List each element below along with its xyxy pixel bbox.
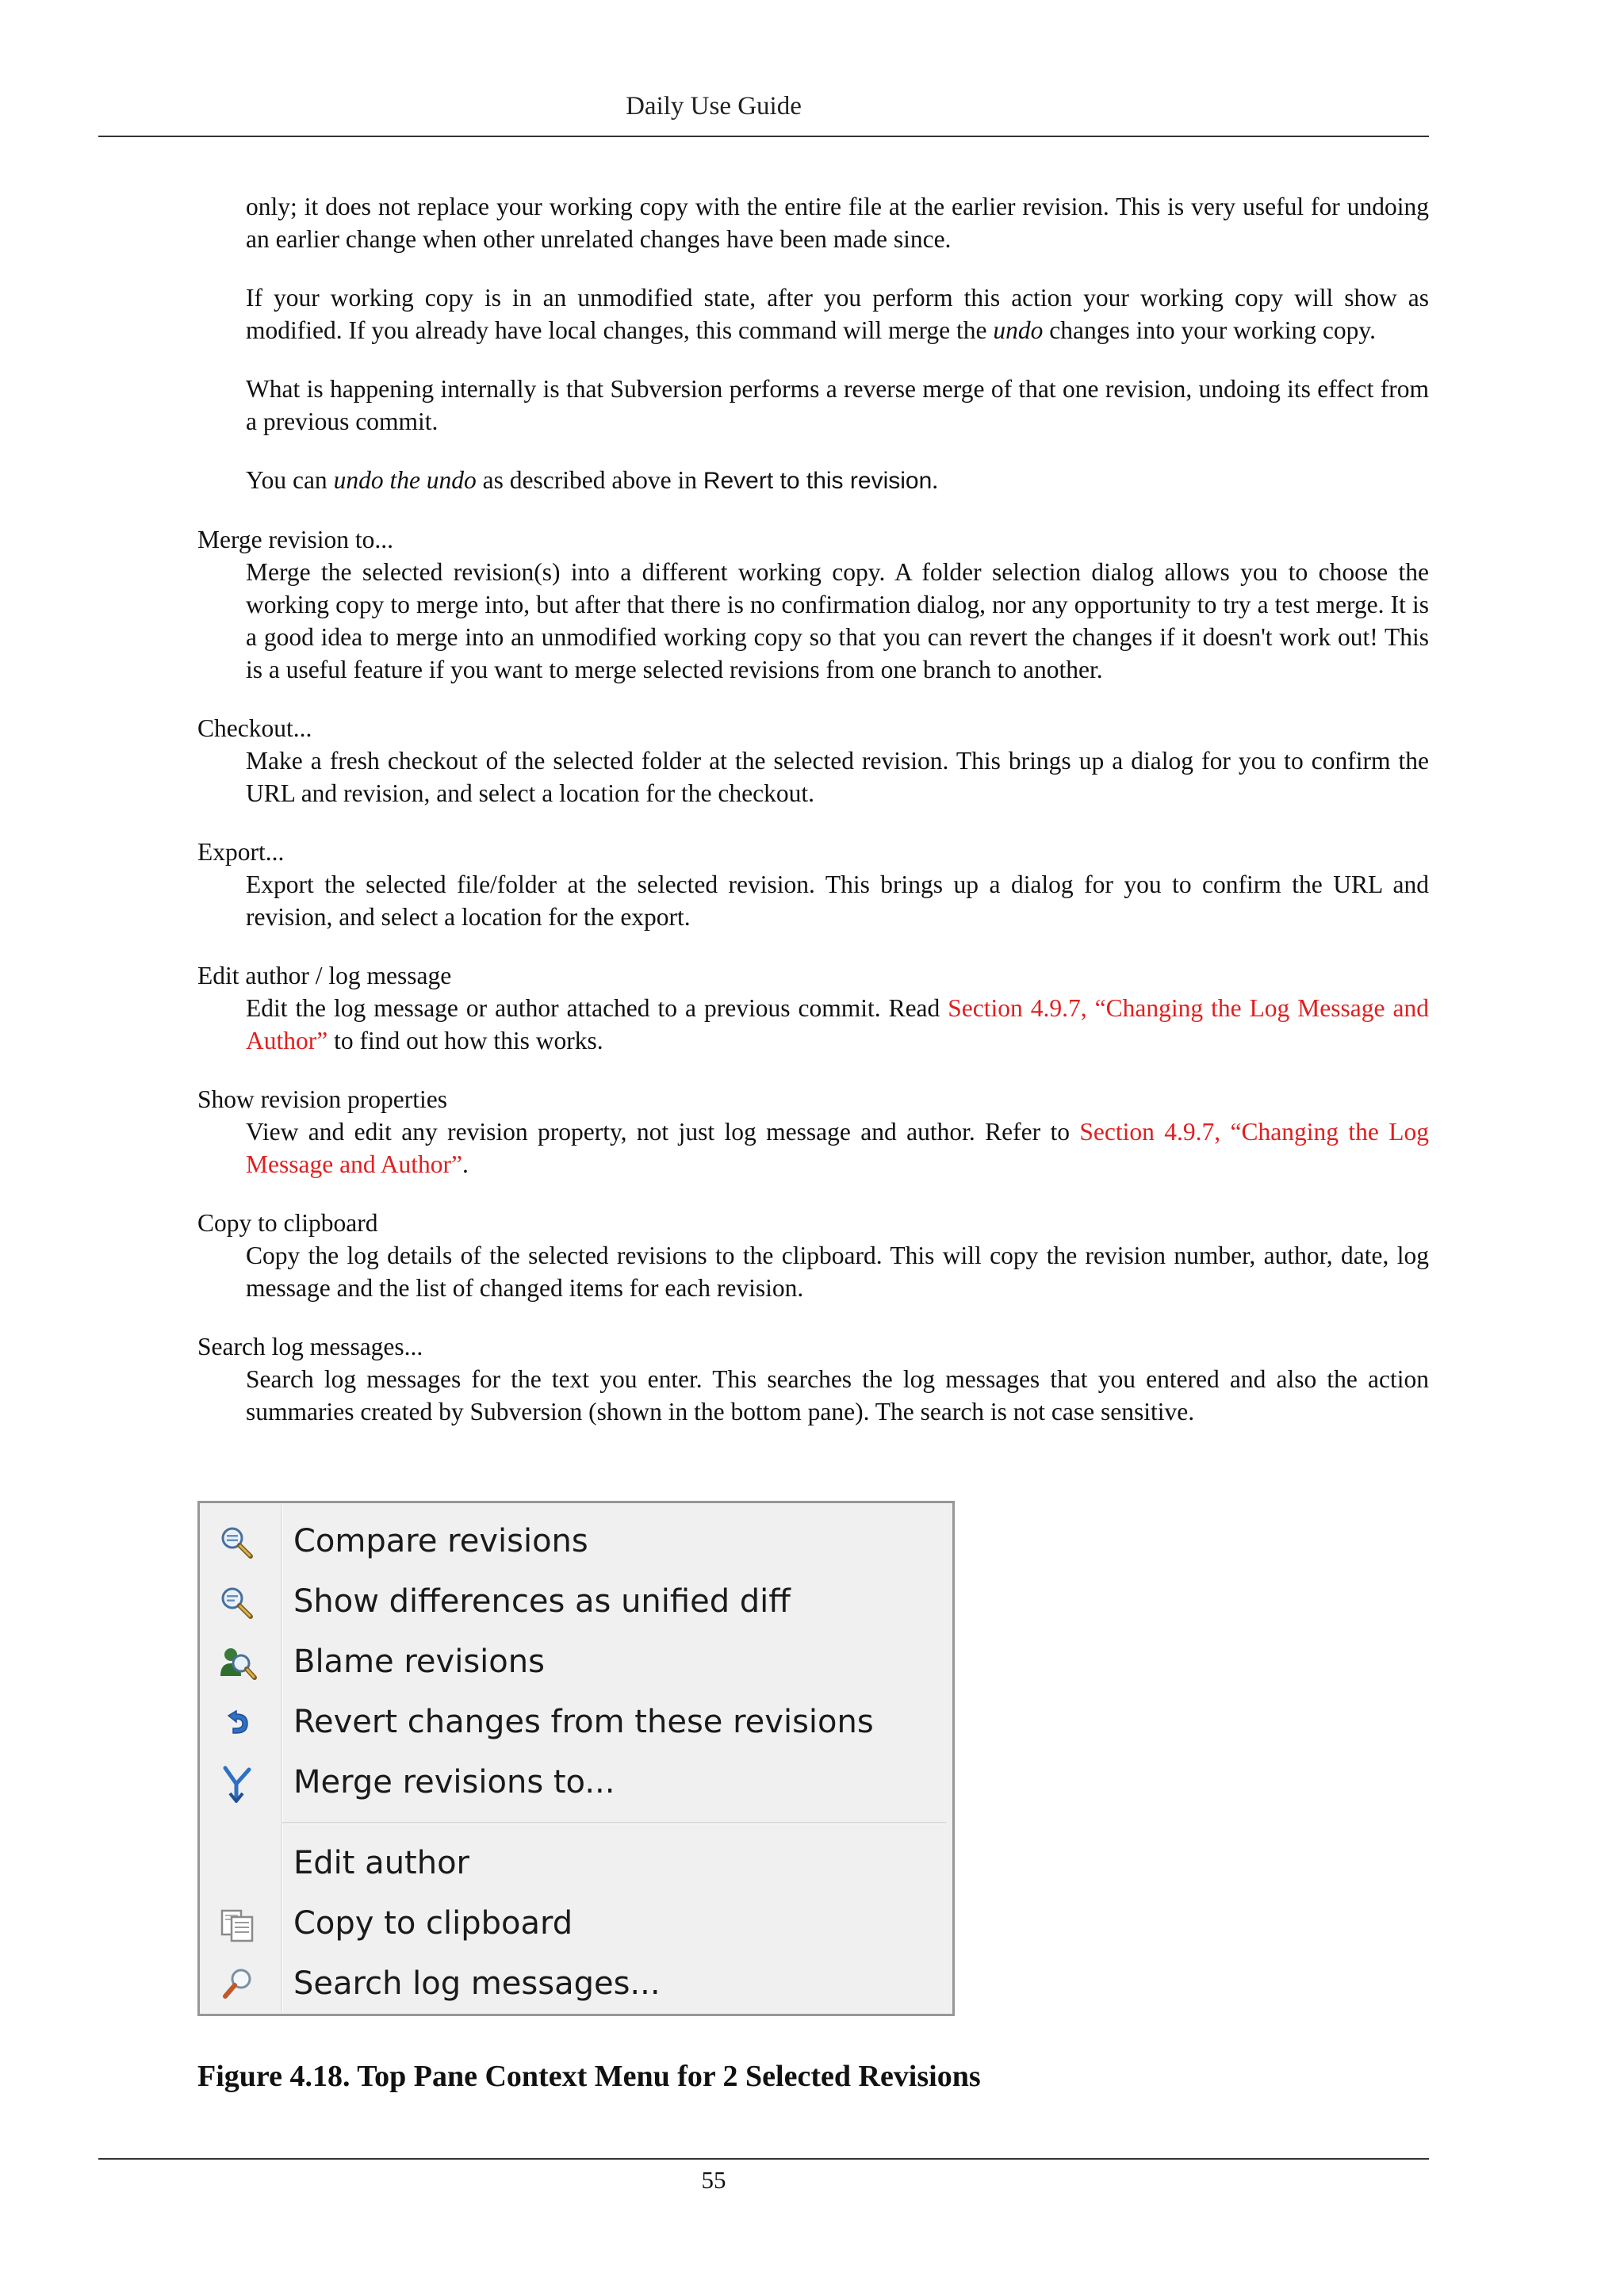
- clipboard-icon: [217, 1906, 259, 1944]
- menu-separator: [282, 1822, 946, 1824]
- menu-item-revert-changes[interactable]: [200, 1693, 952, 1754]
- menu-item-compare-revisions[interactable]: [200, 1513, 952, 1573]
- menu-label-search-log: Search log messages...: [293, 1965, 661, 2002]
- menu-label-copy-clipboard: Copy to clipboard: [293, 1905, 573, 1942]
- entry-desc-show-props: [246, 1115, 1429, 1181]
- figure-caption: Figure 4.18. Top Pane Context Menu for 2 Selected Revisions: [197, 2060, 981, 2093]
- intro-p4-text-c: .: [932, 466, 939, 494]
- entry-desc-edit-author: [246, 992, 1429, 1057]
- entry-desc-export: Export the selected file/folder at the selected revision. This brings up a dialog for you to confirm the URL and revision, and select a location for the export.: [246, 871, 1429, 931]
- menu-item-search-log[interactable]: [200, 1955, 952, 2015]
- menu-item-edit-author[interactable]: [200, 1835, 952, 1895]
- changing-log-message-link-2[interactable]: Section 4.9.7, “Changing the Log Message and Author”: [246, 1118, 1429, 1178]
- page-content: [197, 190, 1429, 1454]
- intro-paragraph-1: only; it does not replace your working copy with the entire file at the earlier revision. This is very useful for undoing an earlier change when other unrelated changes have been made since.: [246, 193, 1429, 253]
- entry-term-edit-author: Edit author / log message: [197, 962, 452, 989]
- footer-rule: [98, 2158, 1429, 2160]
- intro-paragraph-2: [246, 281, 1429, 346]
- magnifier-diff-icon: [217, 1584, 259, 1622]
- entry-term-checkout: Checkout...: [197, 714, 312, 742]
- entry-term-export: Export...: [197, 838, 285, 866]
- blame-user-icon: [217, 1644, 259, 1682]
- menu-label-revert-changes: Revert changes from these revisions: [293, 1704, 874, 1740]
- intro-p4-emphasis: undo the undo: [333, 466, 477, 494]
- menu-label-edit-author: Edit author: [293, 1845, 469, 1881]
- intro-p4-text-b: as described above in: [476, 466, 703, 494]
- entry-desc-search: Search log messages for the text you enter. This searches the log messages that you entered and also the action summaries created by Subversion (shown in the bottom pane). The search is not case sensitive.: [246, 1365, 1429, 1425]
- menu-label-merge-revisions: Merge revisions to...: [293, 1764, 615, 1800]
- menu-item-blame-revisions[interactable]: [200, 1633, 952, 1693]
- intro-section: [197, 190, 1429, 497]
- magnifier-compare-icon: [217, 1524, 259, 1562]
- intro-p4-text-a: You can: [246, 466, 334, 494]
- menu-label-blame-revisions: Blame revisions: [293, 1644, 545, 1680]
- entry-desc-merge: Merge the selected revision(s) into a different working copy. A folder selection dialog allows you to choose the working copy to merge into, but after that there is no confirmation dialog, nor any opportunity to try a test merge. It is a good idea to merge into an unmodified working copy so that you can revert the changes if it doesn't work out! This is a useful feature if you want to merge selected revisions from one branch to another.: [246, 558, 1429, 683]
- entry-desc-copy: Copy the log details of the selected revisions to the clipboard. This will copy the revision number, author, date, log message and the list of changed items for each revision.: [246, 1242, 1429, 1302]
- undo-arrow-icon: [217, 1705, 259, 1743]
- edit-author-text-a: Edit the log message or author attached to a previous commit. Read: [246, 994, 948, 1022]
- intro-p2-text-b: changes into your working copy.: [1043, 316, 1376, 344]
- merge-icon: [217, 1765, 259, 1803]
- header-rule: [98, 136, 1429, 137]
- page-number: 55: [701, 2166, 726, 2194]
- entry-desc-checkout: Make a fresh checkout of the selected folder at the selected revision. This brings up a dialog for you to confirm the URL and revision, and select a location for the checkout.: [246, 747, 1429, 807]
- context-menu-screenshot: [197, 1501, 955, 2016]
- entry-term-copy: Copy to clipboard: [197, 1209, 378, 1237]
- menu-item-unified-diff[interactable]: [200, 1573, 952, 1633]
- entry-term-show-props: Show revision properties: [197, 1085, 447, 1113]
- intro-paragraph-4: [246, 464, 1429, 497]
- intro-p2-emphasis: undo: [993, 316, 1044, 344]
- entry-term-merge: Merge revision to...: [197, 526, 394, 553]
- menu-item-merge-revisions[interactable]: [200, 1754, 952, 1814]
- menu-label-compare-revisions: Compare revisions: [293, 1523, 588, 1559]
- show-props-text-a: View and edit any revision property, not just log message and author. Refer to: [246, 1118, 1080, 1146]
- show-props-text-b: .: [462, 1150, 469, 1178]
- changing-log-message-link[interactable]: Section 4.9.7, “Changing the Log Message and Author”: [246, 994, 1429, 1054]
- menu-entries-list: [197, 523, 1429, 1428]
- revert-reference: Revert to this revision: [703, 468, 933, 494]
- search-icon: [217, 1966, 259, 2004]
- edit-author-text-b: to find out how this works.: [327, 1027, 603, 1054]
- menu-label-unified-diff: Show differences as unified diff: [293, 1583, 791, 1620]
- intro-paragraph-3: What is happening internally is that Subversion performs a reverse merge of that one revision, undoing its effect from a previous commit.: [246, 375, 1429, 435]
- menu-item-copy-clipboard[interactable]: [200, 1895, 952, 1955]
- entry-term-search: Search log messages...: [197, 1333, 423, 1360]
- page-header-title: Daily Use Guide: [626, 92, 802, 121]
- intro-p2-text-a: If your working copy is in an unmodified state, after you perform this action your working copy will show as modified. If you already have local changes, this command will merge the: [246, 284, 1429, 344]
